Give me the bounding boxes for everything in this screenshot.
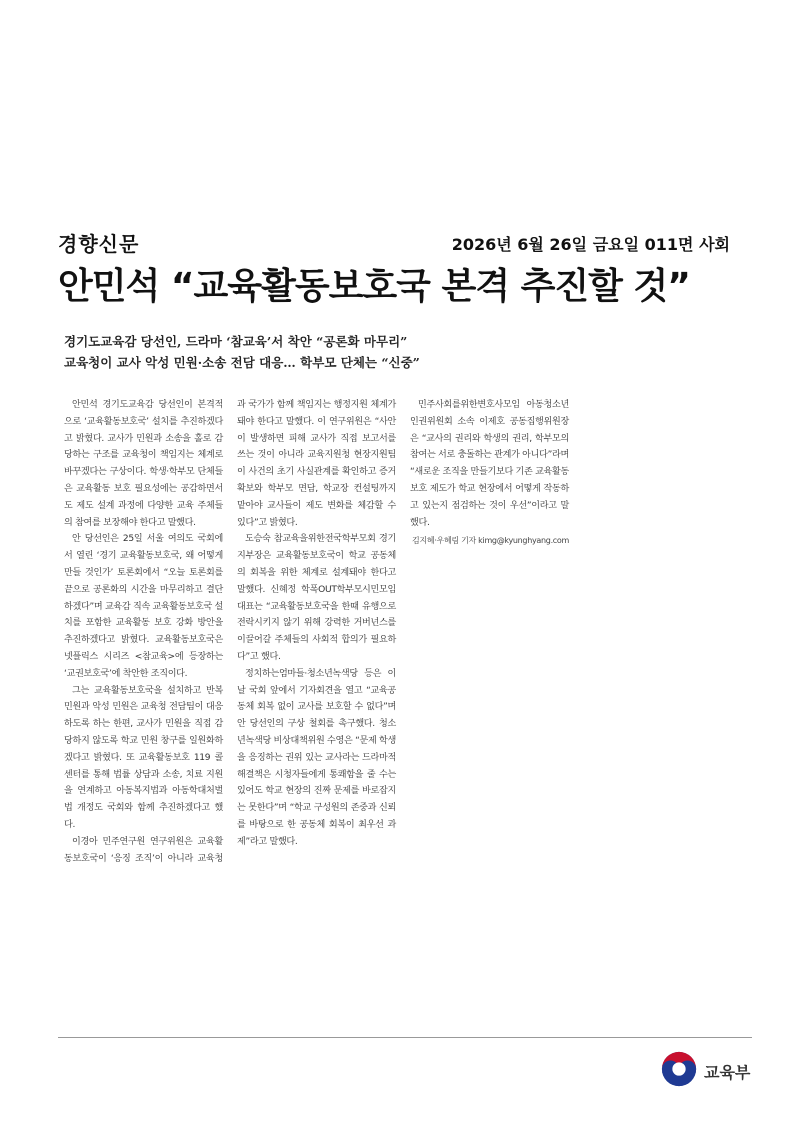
byline: 김지혜·우혜림 기자 kimg@kyunghyang.com (412, 536, 569, 546)
paragraph: 정치하는엄마들·청소년녹색당 등은 이날 국회 앞에서 기자회견을 열고 “교육공동체 회복 없이 교사를 보호할 수 없다”며 안 당선인의 구상 철회를 촉구했다. 청소년녹색당 비상대책위원 수영은 “문제 학생을 응징하는 권위 있는 교사라는 드라마적 해결책은 시청자들에게 통쾌함을 줄 수는 있어도 학교 현장의 진짜 문제를 바로잡지는 못한다”며 “학교 구성원의 존중과 신뢰를 바탕으로 한 공동체 회복이 최우선 과제”라고 말했다. (237, 668, 397, 847)
subheadlines (64, 331, 484, 373)
paragraph: 민주사회를위한변호사모임 아동청소년인권위원회 소속 이제호 공동집행위원장은 “교사의 권리와 학생의 권리, 학부모의 참여는 서로 충돌하는 관계가 아니다”라며 “새로운 조직을 만들기보다 기존 교육활동 보호 제도가 학교 현장에서 어떻게 작동하고 있는지 점검하는 것이 우선”이라고 말했다. (410, 400, 570, 528)
newspaper-name: 경향신문 (58, 232, 140, 256)
subheadline-1: 경기도교육감 당선인, 드라마 ‘참교육’서 착안 “공론화 마무리” (64, 334, 408, 349)
article-body (64, 397, 570, 872)
article-headline: 안민석 “교육활동보호국 본격 추진할 것” (58, 266, 690, 307)
ministry-logo (660, 1050, 760, 1090)
paragraph: 도승숙 참교육을위한전국학부모회 경기지부장은 교육활동보호국이 학교 공동체의 회복을 위한 체계로 설계돼야 한다고 말했다. 신혜정 학폭OUT학부모시민모임 대표는 “교육활동보호국을 한때 유행으로 전락시키지 않기 위해 강력한 거버넌스를 이끌어갈 주체들의 사회적 합의가 필요하다”고 했다. (237, 534, 396, 662)
paragraph: 안 당선인은 25일 서울 여의도 국회에서 열린 ‘경기 교육활동보호국, 왜 어떻게 만들 것인가’ 토론회에서 “오늘 토론회를 끝으로 공론화의 시간을 마무리하고 결단하겠다”며 교육감 직속 교육활동보호국 설치를 포함한 교육활동 보호 강화 방안을 추진하겠다고 밝혔다. 교육활동보호국은 넷플릭스 시리즈 <참교육>에 등장하는 ‘교권보호국’에 착안한 조직이다. (64, 534, 224, 679)
masthead (58, 228, 730, 258)
subheadline-2: 교육청이 교사 악성 민원·소송 전담 대응… 학부모 단체는 “신중” (64, 355, 420, 370)
paragraph: 이경아 민주연구원 연구위원은 교육활동보호국이 ‘응징 조직’이 아니라 교육청과 국가가 함께 책임지는 행정지원 체계가 돼야 한다고 말했다. 이 연구위원은 “사안이 발생하면 피해 교사가 직접 보고서를 쓰는 것이 아니라 교육지원청 현장지원팀이 사건의 초기 사실관계를 확인하고 증거 확보와 학부모 면담, 학교장 컨설팅까지 맡아야 교사들이 제도 변화를 체감할 수 있다”고 밝혔다. (64, 400, 396, 864)
ministry-name: 교육부 (704, 1063, 751, 1082)
footer-divider (58, 1037, 752, 1038)
paragraph: 안민석 경기도교육감 당선인이 본격적으로 ‘교육활동보호국’ 설치를 추진하겠다고 밝혔다. 교사가 민원과 소송을 홀로 감당하는 구조를 교육청이 책임지는 체계로 바꾸겠다는 구상이다. 학생·학부모 단체들은 교육활동 보호 필요성에는 공감하면서도 제도 설계 과정에 다양한 교육 주체들의 참여를 보장해야 한다고 말했다. (64, 400, 223, 528)
paragraph: 그는 교육활동보호국을 설치하고 반복 민원과 악성 민원은 교육청 전담팀이 대응하도록 하는 한편, 교사가 민원을 직접 감당하지 않도록 학교 민원 창구를 일원화하겠다고 밝혔다. 또 교육활동보호 119 콜센터를 통해 법률 상담과 소송, 치료 지원을 연계하고 아동복지법과 아동학대처벌법 개정도 국회와 함께 추진하겠다고 했다. (64, 685, 223, 830)
edition-info: 2026년 6월 26일 금요일 011면 사회 (451, 235, 730, 254)
taegeuk-logo-icon (660, 1050, 698, 1088)
